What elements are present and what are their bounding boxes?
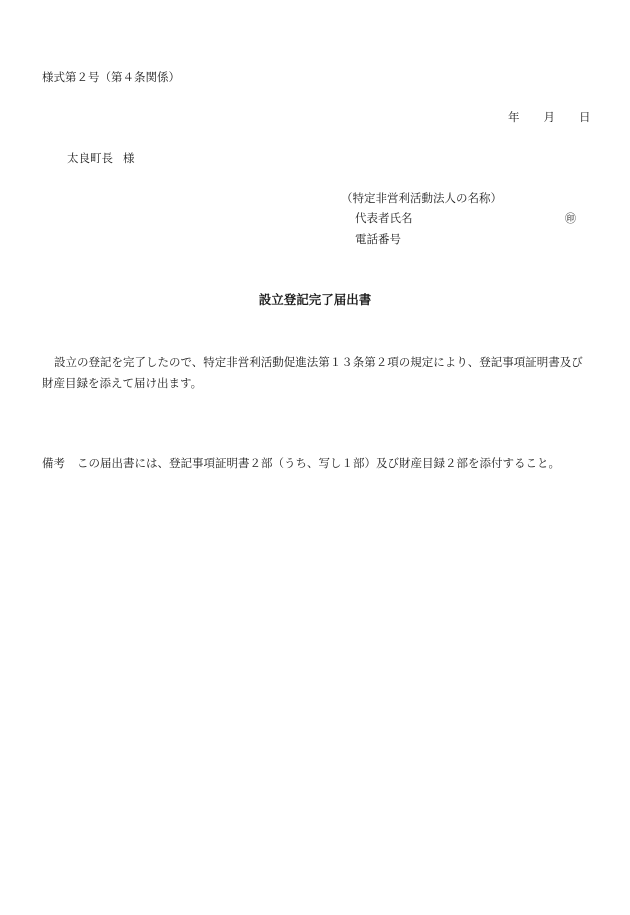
document-title: 設立登記完了届出書 [258,292,372,307]
phone-number-label: 電話番号 [355,232,401,246]
org-name-label: （特定非営利活動法人の名称） [341,191,502,205]
remarks [42,458,560,470]
remarks-label: 備考 [42,456,65,470]
date-year-label: 年 [508,110,520,124]
addressee-name: 太良町長 [67,151,113,165]
addressee-honorific: 様 [123,151,135,165]
form-number: 様式第２号（第４条関係） [42,70,180,84]
addressee [67,153,135,165]
remarks-text: この届出書には、登記事項証明書２部（うち、写し１部）及び財産目録２部を添付すること。 [77,456,560,470]
body-paragraph: 設立の登記を完了したので、特定非営利活動促進法第１３条第２項の規定により、登記事項証明書及び財産目録を添えて届け出ます。 [42,355,583,390]
date-line [508,112,591,124]
representative-name-label: 代表者氏名 [355,211,413,225]
date-month-label: 月 [543,110,555,124]
seal-mark: ㊞ [565,212,576,225]
date-day-label: 日 [579,110,591,124]
